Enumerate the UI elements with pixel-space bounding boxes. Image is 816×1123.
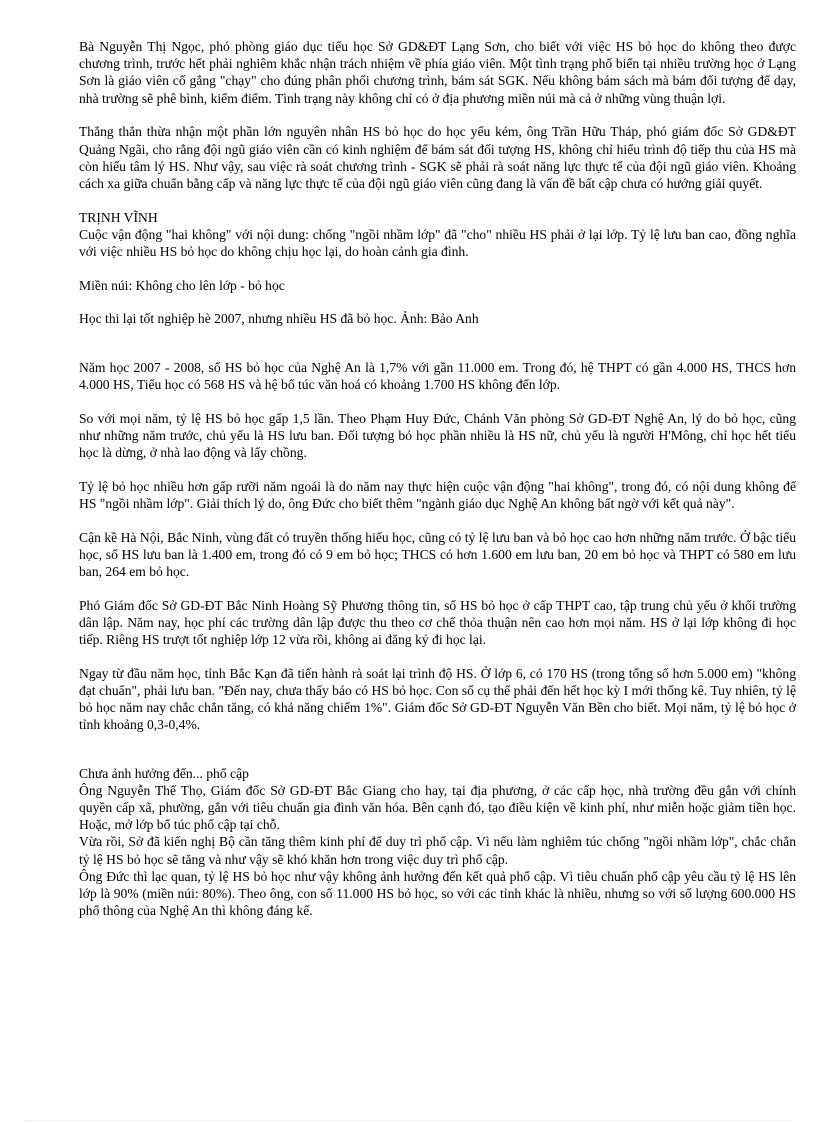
closing-section (79, 765, 796, 920)
paragraph-nghe-an-reasons: So với mọi năm, tỷ lệ HS bỏ học gấp 1,5 lần. Theo Phạm Huy Đức, Chánh Văn phòng Sở GD-ĐT Nghệ An, lý do bỏ học, cũng như những năm trước, chủ yếu là HS lưu ban. Đối tượng bỏ học phần nhiều là HS nữ, chủ yếu là người H'Mông, chỉ học hết tiểu học là dừng, ở nhà lao động và lấy chồng. (79, 410, 796, 460)
paragraph-nghe-an-stats: Năm học 2007 - 2008, số HS bỏ học của Nghệ An là 1,7% với gần 11.000 em. Trong đó, hệ THPT có gần 4.000 HS, THCS hơn 4.000 HS, Tiểu học có 568 HS và hệ bổ túc văn hoá có khoảng 1.700 HS không đến lớp. (79, 359, 796, 392)
paragraph-bac-kan: Ngay từ đầu năm học, tỉnh Bắc Kạn đã tiến hành rà soát lại trình độ HS. Ở lớp 6, có 170 HS (trong tổng số hơn 5.000 em) "không đạt chuẩn", phải lưu ban. "Đến nay, chưa thấy báo có HS bỏ học. Con số cụ thể phải đến hết học kỳ I mới thống kê. Tuy nhiên, tỷ lệ bỏ học năm nay chắc chắn tăng, có khả năng chiếm 1%". Giám đốc Sở GD-ĐT Nguyễn Văn Bền cho biết. Mọi năm, tỷ lệ bỏ học ở tỉnh khoảng 0,3-0,4%. (79, 665, 796, 733)
page-bottom-divider (24, 1120, 792, 1121)
byline: TRỊNH VĨNH (79, 209, 158, 225)
paragraph-lang-son: Bà Nguyễn Thị Ngọc, phó phòng giáo dục tiểu học Sở GD&ĐT Lạng Sơn, cho biết với việc HS bỏ học do không theo được chương trình, trước hết phải nghiêm khắc nhận trách nhiệm về phía giáo viên. Một tình trạng phổ biến tại nhiều trường học ở Lạng Sơn là giáo viên cố gắng "chạy" cho đúng phân phối chương trình, bám sát SGK. Nếu không bám sách mà bám đối tượng để dạy, nhà trường sẽ phê bình, kiểm điểm. Tình trạng này không chỉ có ở địa phương miền núi mà cả ở những vùng thuận lợi. (79, 39, 796, 106)
paragraph-bac-ninh: Cận kề Hà Nội, Bắc Ninh, vùng đất có truyền thống hiếu học, cũng có tỷ lệ lưu ban và bỏ học cao hơn những năm trước. Ở bậc tiểu học, số HS lưu ban là 1.400 em, trong đó có 9 em bỏ học; THCS có hơn 1.600 em lưu ban, 20 em bỏ học và THPT có 580 em lưu ban, 264 em bỏ học. (79, 529, 796, 579)
headline: Miền núi: Không cho lên lớp - bỏ học (79, 277, 285, 293)
paragraph-bac-giang: Ông Nguyễn Thế Thọ, Giám đốc Sở GD-ĐT Bắc Giang cho hay, tại địa phương, ở các cấp học, nhà trường đều gắn với chính quyền cấp xã, phường, gắn với tiêu chuẩn gia đình văn hóa. Bên cạnh đó, tạo điều kiện về kinh phí, như miễn hoặc giảm tiền học. Hoặc, mở lớp bổ túc phổ cập tại chỗ. (79, 782, 796, 833)
paragraph-campaign: Cuộc vận động "hai không" với nội dung: chống "ngồi nhầm lớp" đã "cho" nhiều HS phải ở lại lớp. Tỷ lệ lưu ban cao, đồng nghĩa với việc nhiều HS bỏ học do không chịu học lại, do hoàn cảnh gia đình. (79, 226, 796, 260)
document-page (79, 38, 796, 919)
photo-caption: Học thi lại tốt nghiệp hè 2007, nhưng nhiều HS đã bỏ học. Ảnh: Bảo Anh (79, 311, 479, 327)
paragraph-quang-ngai: Thẳng thắn thừa nhận một phần lớn nguyên nhân HS bỏ học do học yếu kém, ông Trần Hữu Tháp, phó giám đốc Sở GD&ĐT Quảng Ngãi, cho rằng đội ngũ giáo viên cần có kinh nghiệm để bám sát đối tượng HS, không chỉ hiểu trình độ tiếp thu của HS mà còn hiểu tâm lý HS. Như vậy, sau việc rà soát chương trình - SGK sẽ phải rà soát năng lực thực tế của đội ngũ giáo viên. Khoảng cách xa giữa chuẩn bằng cấp và năng lực thực tế của đội ngũ giáo viên cũng đang là vấn đề bất cập chưa có hướng giải quyết. (79, 124, 796, 191)
paragraph-hai-khong: Tỷ lệ bỏ học nhiều hơn gấp rưỡi năm ngoái là do năm nay thực hiện cuộc vận động "hai không", trong đó, có nội dung không để HS "ngồi nhầm lớp". Giải thích lý do, ông Đức cho biết thêm "ngành giáo dục Nghệ An không bất ngờ với kết quả này". (79, 478, 796, 511)
paragraph-kinh-phi: Vừa rồi, Sở đã kiến nghị Bộ cần tăng thêm kinh phí để duy trì phổ cập. Vì nếu làm nghiêm túc chống "ngồi nhầm lớp", chắc chắn tỷ lệ HS bỏ học sẽ tăng và như vậy sẽ khó khăn hơn trong việc duy trì phổ cập. (79, 834, 796, 867)
byline-block (79, 209, 796, 261)
subhead: Chưa ảnh hưởng đến... phổ cập (79, 765, 249, 781)
paragraph-pho-cap: Ông Đức thì lạc quan, tỷ lệ HS bỏ học như vậy không ảnh hưởng đến kết quả phổ cập. Vì tiêu chuẩn phổ cập yêu cầu tỷ lệ HS lên lớp là 90% (miền núi: 80%). Theo ông, con số 11.000 HS bỏ học, so với các tỉnh khác là nhiều, nhưng so với số lượng 600.000 HS phổ thông của Nghệ An thì không đáng kể. (79, 868, 796, 919)
paragraph-bac-ninh-thpt: Phó Giám đốc Sở GD-ĐT Bắc Ninh Hoàng Sỹ Phương thông tin, số HS bỏ học ở cấp THPT cao, tập trung chủ yếu ở khối trường dân lập. Năm nay, học phí các trường dân lập được thu theo cơ chế thỏa thuận nên cao hơn mọi năm. HS ở lại lớp không đi học tiếp. Riêng HS trượt tốt nghiệp lớp 12 vừa rồi, không ai đăng ký đi học lại. (79, 597, 796, 648)
